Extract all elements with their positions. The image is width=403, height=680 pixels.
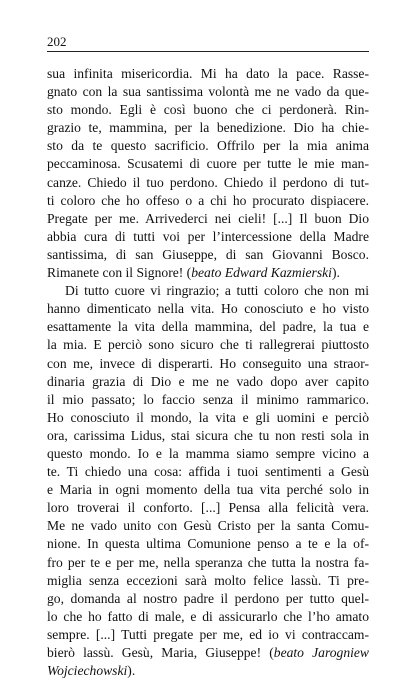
text-line: la mia. E perciò sono sicuro che ti rallegrerai piuttosto <box>47 337 369 353</box>
text-line: santissima, di san Giuseppe, di san Giovanni Bosco. <box>47 246 369 262</box>
text-line: e Maria in ogni momento della tua vita perché solo in <box>47 482 369 498</box>
text-line <box>47 662 369 680</box>
text-line: grazio te, mammina, per la benedizione. Dio ha chie- <box>47 120 369 136</box>
text-line: loro troverai il conforto. [...] Pensa alla felicità vera. <box>47 500 369 516</box>
text-line: Di tutto cuore vi ringrazio; a tutti coloro che non mi <box>65 283 369 299</box>
citation-close: ). <box>127 663 136 679</box>
text-line: te. Ti chiedo una cosa: affida i tuoi sentimenti a Gesù <box>47 464 369 480</box>
text-line <box>47 644 369 662</box>
citation: beato Edward Kazmierski <box>191 265 332 281</box>
text-line: hanno dimenticato nella vita. Ho conosciuto e ho visto <box>47 301 369 317</box>
text-line: gnato con la sua santissima volontà me ne vado da que- <box>47 84 369 100</box>
text-line: canze. Chiedo il tuo perdono. Chiedo il perdono di tut- <box>47 174 369 190</box>
text-line: Ho conosciuto il mondo, la vita e gli uomini e perciò <box>47 409 369 425</box>
citation: beato Jarogniew <box>273 645 369 660</box>
text-line: con me, invece di disperarti. Ho conseguito una straor- <box>47 355 369 371</box>
text-line: dinaria grazia di Dio e me ne vado dopo aver capito <box>47 373 369 389</box>
text-line: go, domanda al nostro padre il perdono per tutto quel- <box>47 590 369 606</box>
text-line <box>47 264 369 282</box>
text-line: sempre. [...] Tutti pregate per me, ed io vi contraccam- <box>47 626 369 642</box>
line-text: Rimanete con il Signore! ( <box>47 265 192 281</box>
paragraph-2 <box>47 282 369 680</box>
page-header <box>47 34 369 52</box>
text-line: sto mondo. Egli è così buono che ci perdonerà. Rin- <box>47 102 369 118</box>
text-line: lo che ho fatto di male, e di assicurarlo che l’ho amato <box>47 608 369 624</box>
text-line: Me ne vado unito con Gesù Cristo per la santa Comu- <box>47 518 369 534</box>
text-line: esattamente la vita della mammina, del padre, la tua e <box>47 319 369 335</box>
text-line: il mio passato; lo faccio senza il minimo rammarico. <box>47 391 369 407</box>
text-line: nione. In questa ultima Comunione penso a te e la of- <box>47 536 369 552</box>
text-line: fro per te e per me, nella speranza che tutta la nostra fa- <box>47 554 369 570</box>
text-line: questo mondo. Io e la mamma siamo sempre vicino a <box>47 445 369 461</box>
text-line: sto da te questo sacrificio. Offrilo per la mia anima <box>47 138 369 154</box>
text-line: Pregate per me. Arrivederci nei cieli! [...] Il buon Dio <box>47 210 369 226</box>
text-line: ora, carissima Lidus, stai sicura che tu non resti sola in <box>47 427 369 443</box>
paragraph-1 <box>47 65 369 282</box>
page-number: 202 <box>47 34 67 49</box>
text-line: abbia cura di tutti voi per l’intercessione della Madre <box>47 228 369 244</box>
text-line: ti coloro che ho offeso o a chi ho procurato dispiacere. <box>47 192 369 208</box>
line-text: bierò lassù. Gesù, Maria, Giuseppe! ( <box>47 645 274 660</box>
body-text <box>47 65 369 680</box>
citation-close: ). <box>331 265 340 281</box>
citation: Wojciechowski <box>47 663 128 679</box>
text-line: peccaminosa. Scusatemi di cuore per tutte le mie man- <box>47 156 369 172</box>
text-line: sua infinita misericordia. Mi ha dato la pace. Rasse- <box>47 66 369 81</box>
text-line: miglia senza eccezioni sarà molto felice lassù. Ti pre- <box>47 572 369 588</box>
